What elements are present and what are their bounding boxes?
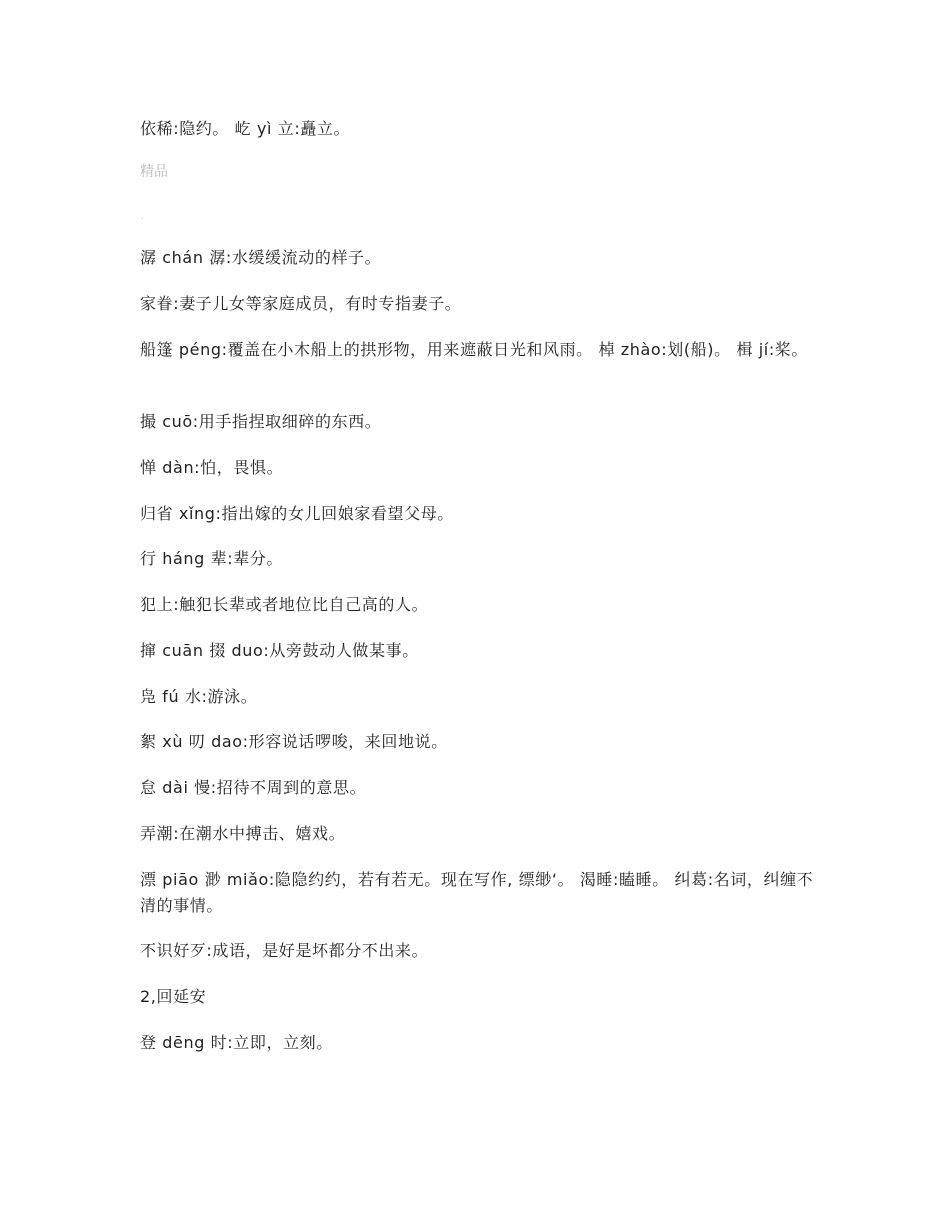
- watermark-label: 精品: [140, 164, 168, 180]
- entry-cuanduo: 撺 cuān 掇 duo:从旁鼓动人做某事。: [140, 641, 419, 660]
- watermark-dot: .: [141, 212, 144, 221]
- entry-fushui: 凫 fú 水:游泳。: [140, 687, 258, 706]
- entry-guixing: 归省 xǐng:指出嫁的女儿回娘家看望父母。: [140, 504, 454, 523]
- entry-yixi: 依稀:隐约。 屹 yì 立:矗立。: [140, 119, 351, 138]
- entry-dengshi: 登 dēng 时:立即，立刻。: [140, 1033, 333, 1052]
- entry-nongchao: 弄潮:在潮水中搏击、嬉戏。: [140, 824, 346, 843]
- entry-jiajuan: 家眷:妻子儿女等家庭成员，有时专指妻子。: [140, 294, 462, 313]
- entry-chanchan: 潺 chán 潺:水缓缓流动的样子。: [140, 248, 382, 267]
- entry-hangbei: 行 háng 辈:辈分。: [140, 549, 284, 568]
- entry-daiman: 怠 dài 慢:招待不周到的意思。: [140, 778, 367, 797]
- entry-fanshang: 犯上:触犯长辈或者地位比自己高的人。: [140, 595, 429, 614]
- entry-xudao: 絮 xù 叨 dao:形容说话啰唆，来回地说。: [140, 732, 448, 751]
- entry-dan: 惮 dàn:怕，畏惧。: [140, 458, 284, 477]
- section-heading-huiyanan: 2,回延安: [140, 987, 207, 1006]
- entry-chuanpeng: 船篷 péng:覆盖在小木船上的拱形物，用来遮蔽日光和风雨。 棹 zhào:划(船)。 楫 jí:桨。: [140, 340, 809, 359]
- entry-cuo: 撮 cuō:用手指捏取细碎的东西。: [140, 412, 382, 431]
- entry-piaomiao: 漂 piāo 渺 miǎo:隐隐约约，若有若无。现在写作, 缥缈‘。 渴睡:瞌睡。 纠葛:名词，纠缠不清的事情。: [140, 870, 814, 915]
- entry-bushihaodai: 不识好歹:成语，是好是坏都分不出来。: [140, 941, 429, 960]
